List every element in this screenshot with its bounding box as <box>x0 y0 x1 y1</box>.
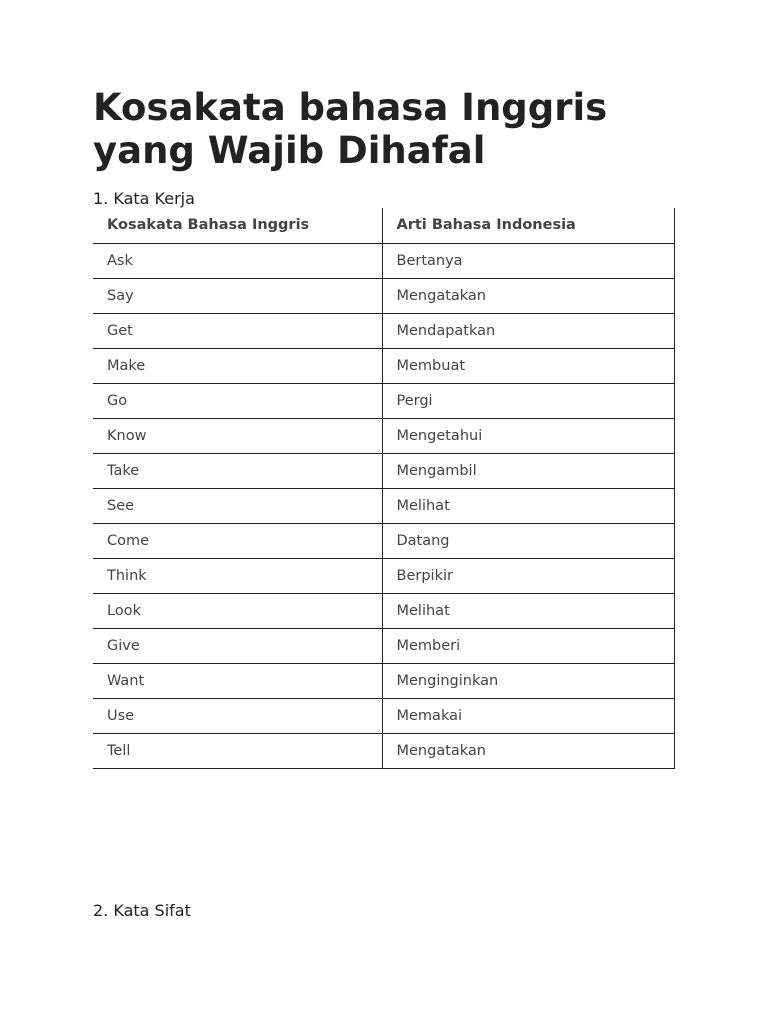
table-row <box>93 383 674 418</box>
vocabulary-table <box>93 208 675 769</box>
cell-english-word: Come <box>93 523 382 558</box>
cell-english-word: Use <box>93 698 382 733</box>
cell-english-word: Think <box>93 558 382 593</box>
section-heading-kata-sifat: 2. Kata Sifat <box>93 901 191 920</box>
table-row <box>93 663 674 698</box>
cell-indonesian-meaning: Datang <box>382 523 674 558</box>
cell-indonesian-meaning: Memberi <box>382 628 674 663</box>
cell-indonesian-meaning: Mengatakan <box>382 278 674 313</box>
cell-indonesian-meaning: Mengatakan <box>382 733 674 768</box>
cell-indonesian-meaning: Pergi <box>382 383 674 418</box>
cell-indonesian-meaning: Menginginkan <box>382 663 674 698</box>
page-title: Kosakata bahasa Inggris yang Wajib Dihafal <box>93 86 608 172</box>
cell-indonesian-meaning: Mengambil <box>382 453 674 488</box>
cell-english-word: Give <box>93 628 382 663</box>
table-row <box>93 593 674 628</box>
cell-english-word: See <box>93 488 382 523</box>
cell-english-word: Look <box>93 593 382 628</box>
cell-indonesian-meaning: Melihat <box>382 593 674 628</box>
cell-english-word: Go <box>93 383 382 418</box>
table-row <box>93 418 674 453</box>
cell-indonesian-meaning: Melihat <box>382 488 674 523</box>
table-row <box>93 488 674 523</box>
cell-english-word: Make <box>93 348 382 383</box>
cell-indonesian-meaning: Memakai <box>382 698 674 733</box>
section-heading-kata-kerja: 1. Kata Kerja <box>93 189 195 208</box>
cell-english-word: Know <box>93 418 382 453</box>
cell-english-word: Say <box>93 278 382 313</box>
table-row <box>93 733 674 768</box>
cell-indonesian-meaning: Berpikir <box>382 558 674 593</box>
table-body <box>93 243 674 768</box>
table-row <box>93 628 674 663</box>
table-row <box>93 243 674 278</box>
cell-indonesian-meaning: Mendapatkan <box>382 313 674 348</box>
cell-english-word: Get <box>93 313 382 348</box>
table-row <box>93 348 674 383</box>
cell-english-word: Ask <box>93 243 382 278</box>
table-header-row <box>93 208 674 243</box>
table-row <box>93 278 674 313</box>
table-row <box>93 698 674 733</box>
cell-english-word: Take <box>93 453 382 488</box>
table-row <box>93 558 674 593</box>
column-header-indonesian: Arti Bahasa Indonesia <box>382 208 674 243</box>
table-row <box>93 523 674 558</box>
table-row <box>93 453 674 488</box>
column-header-english: Kosakata Bahasa Inggris <box>93 208 382 243</box>
cell-english-word: Want <box>93 663 382 698</box>
cell-indonesian-meaning: Mengetahui <box>382 418 674 453</box>
table-row <box>93 313 674 348</box>
cell-indonesian-meaning: Membuat <box>382 348 674 383</box>
cell-english-word: Tell <box>93 733 382 768</box>
cell-indonesian-meaning: Bertanya <box>382 243 674 278</box>
